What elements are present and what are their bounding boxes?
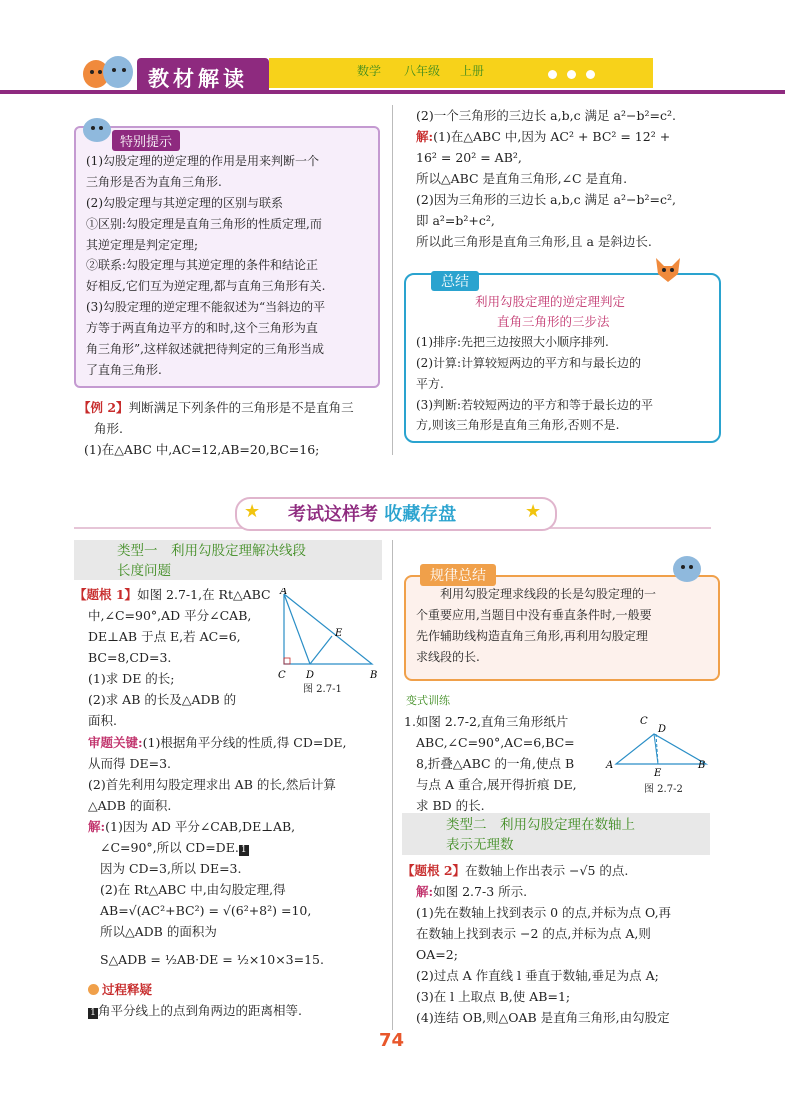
key-text: (1)根据角平分线的性质,得 CD=DE, — [142, 735, 347, 750]
solution-text: 如图 2.7-3 所示. — [433, 884, 528, 899]
q2-label: 【题根 2】 — [402, 863, 466, 878]
svg-text:E: E — [335, 628, 343, 639]
tip-line: (2)勾股定理与其逆定理的区别与联系 — [86, 196, 283, 210]
q1-text: BC=8,CD=3. — [88, 650, 172, 665]
key-text: 从而得 DE=3. — [88, 756, 172, 771]
summary-subtitle: 直角三角形的三步法 — [497, 314, 610, 329]
summary-line: 平方. — [416, 377, 444, 391]
q1-text: 面积. — [88, 713, 117, 728]
note-badge: 1 — [88, 1008, 98, 1019]
solution-text: (2)因为三角形的三边长 a,b,c 满足 a²−b²=c², — [416, 192, 676, 207]
star-icon: ★ — [525, 501, 542, 522]
tip-line: (1)勾股定理的逆定理的作用是用来判断一个 — [86, 154, 319, 168]
tip-line: 方等于两直角边平方的和时,这个三角形为直 — [86, 321, 318, 335]
svg-text:A: A — [606, 760, 614, 771]
header-subject: 数学 — [357, 64, 382, 78]
elephant-icon — [80, 114, 114, 144]
figure-2-7-2 — [604, 712, 714, 776]
example2-text: 判断满足下列条件的三角形是不是直角三 — [128, 400, 354, 415]
summary-title: 总结 — [431, 271, 479, 291]
header-dot — [548, 70, 557, 79]
solution-text: 所以△ABC 是直角三角形,∠C 是直角. — [416, 171, 628, 186]
practice-text: 求 BD 的长. — [416, 798, 485, 813]
solution-text — [100, 838, 249, 857]
q1-text: (2)求 AB 的长及△ADB 的 — [88, 692, 237, 707]
banner-title-part: 考试这样考 — [288, 504, 378, 525]
svg-text:E: E — [654, 768, 662, 776]
mascot-icon — [80, 48, 136, 92]
process-icon — [88, 984, 99, 995]
summary-subtitle: 利用勾股定理的逆定理判定 — [475, 294, 626, 309]
svg-text:C: C — [278, 670, 286, 681]
solution-text: (1)先在数轴上找到表示 0 的点,并标为点 O,再 — [416, 905, 672, 920]
tip-line: 其逆定理是判定定理; — [86, 238, 199, 252]
note-badge: 1 — [239, 845, 249, 856]
star-icon: ★ — [244, 501, 261, 522]
solution-text: AB=√(AC²+BC²) = √(6²+8²) =10, — [100, 903, 312, 918]
solution-text: (3)在 l 上取点 B,使 AB=1; — [416, 989, 571, 1004]
solution-text: 所以△ADB 的面积为 — [100, 924, 217, 939]
practice-text: 1.如图 2.7-2,直角三角形纸片 — [404, 714, 569, 729]
svg-text:C: C — [640, 716, 648, 727]
q2-solution — [416, 882, 527, 901]
q1-heading — [74, 585, 271, 604]
q2-heading — [402, 861, 628, 880]
banner-title-part: 收藏存盘 — [384, 504, 457, 525]
figure-caption: 图 2.7-1 — [303, 684, 342, 695]
header-dot — [586, 70, 595, 79]
summary-line: (1)排序:先把三边按照大小顺序排列. — [416, 335, 609, 349]
elephant-icon — [670, 551, 704, 585]
svg-text:D: D — [658, 724, 667, 735]
solution-label: 解: — [416, 129, 434, 144]
law-title: 规律总结 — [420, 564, 496, 586]
tip-line: (3)勾股定理的逆定理不能叙述为“当斜边的平 — [86, 300, 326, 314]
solution-text: (1)因为 AD 平分∠CAB,DE⊥AB, — [105, 819, 296, 834]
solution-text: 在数轴上找到表示 −2 的点,并标为点 A,则 — [416, 926, 651, 941]
solution-text: 即 a²=b²+c², — [416, 213, 495, 228]
law-line: 利用勾股定理求线段的长是勾股定理的一 — [440, 587, 657, 601]
key-label: 审题关键: — [88, 735, 143, 750]
example2-part2: (2)一个三角形的三边长 a,b,c 满足 a²−b²=c². — [416, 108, 676, 123]
summary-line: (3)判断:若较短两边的平方和等于最长边的平 — [416, 398, 654, 412]
practice-text: 8,折叠△ABC 的一角,使点 B — [416, 756, 575, 771]
practice-label: 变式训练 — [406, 694, 450, 707]
practice-text: ABC,∠C=90°,AC=6,BC= — [416, 735, 575, 750]
tip-line: 三角形是否为直角三角形. — [86, 175, 222, 189]
column-divider — [392, 105, 393, 455]
tip-line: ①区别:勾股定理是直角三角形的性质定理,而 — [86, 217, 322, 231]
header-title: 教材解读 — [148, 67, 248, 91]
example2-heading — [78, 398, 354, 417]
solution-text: (2)过点 A 作直线 l 垂直于数轴,垂足为点 A; — [416, 968, 659, 983]
process-label: 过程释疑 — [102, 982, 153, 997]
type2-title: 类型二 利用勾股定理在数轴上 — [446, 817, 635, 833]
type1-title: 类型一 利用勾股定理解决线段 — [117, 543, 306, 559]
example2-part1: (1)在△ABC 中,AC=12,AB=20,BC=16; — [84, 442, 320, 457]
process-note — [88, 1001, 302, 1020]
type1-title: 长度问题 — [117, 563, 171, 579]
solution-text: 所以此三角形是直角三角形,且 a 是斜边长. — [416, 234, 652, 249]
solution-text: S△ADB = ½AB·DE = ½×10×3=15. — [100, 952, 324, 967]
example2-label: 【例 2】 — [78, 400, 129, 415]
key-text: △ADB 的面积. — [88, 798, 172, 813]
process-note-text: 角平分线上的点到角两边的距离相等. — [98, 1003, 302, 1018]
svg-text:B: B — [370, 670, 378, 681]
q1-key — [88, 733, 346, 752]
solution-text: ∠C=90°,所以 CD=DE. — [100, 840, 239, 855]
solution-text: (1)在△ABC 中,因为 AC² + BC² = 12² + — [433, 129, 671, 144]
solution-text: OA=2; — [416, 947, 458, 962]
figure-2-7-1 — [272, 588, 382, 684]
page-number: 74 — [379, 1030, 405, 1051]
solution-text: (4)连结 OB,则△OAB 是直角三角形,由勾股定 — [416, 1010, 670, 1025]
solution-label: 解: — [416, 884, 434, 899]
solution-text: (2)在 Rt△ABC 中,由勾股定理,得 — [100, 882, 286, 897]
tip-title: 特别提示 — [112, 130, 180, 151]
figure-caption: 图 2.7-2 — [644, 784, 683, 795]
practice-text: 与点 A 重合,展开得折痕 DE, — [416, 777, 577, 792]
q1-text: (1)求 DE 的长; — [88, 671, 175, 686]
svg-text:B: B — [698, 760, 706, 771]
fox-icon — [652, 252, 684, 284]
q1-solution — [88, 817, 295, 836]
q1-text: DE⊥AB 于点 E,若 AC=6, — [88, 629, 241, 644]
header-volume: 上册 — [460, 64, 485, 78]
header-grade: 八年级 — [404, 64, 441, 78]
summary-line: (2)计算:计算较短两边的平方和与最长边的 — [416, 356, 642, 370]
tip-line: 了直角三角形. — [86, 363, 162, 377]
law-line: 求线段的长. — [416, 650, 480, 664]
example2-text-cont: 角形. — [94, 421, 123, 436]
law-line: 个重要应用,当题目中没有垂直条件时,一般要 — [416, 608, 652, 622]
svg-text:D: D — [306, 670, 315, 681]
tip-line: 角三角形”,这样叙述就把待判定的三角形当成 — [86, 342, 324, 356]
summary-line: 方,则该三角形是直角三角形,否则不是. — [416, 418, 620, 432]
law-line: 先作辅助线构造直角三角形,再利用勾股定理 — [416, 629, 648, 643]
solution-label: 解: — [88, 819, 106, 834]
column-divider — [392, 540, 393, 1030]
q2-text: 在数轴上作出表示 −√5 的点. — [465, 863, 629, 878]
q1-text: 如图 2.7-1,在 Rt△ABC — [137, 587, 271, 602]
tip-line: 好相反,它们互为逆定理,都与直角三角形有关. — [86, 279, 326, 293]
svg-text:A: A — [280, 588, 288, 597]
solution-text: 因为 CD=3,所以 DE=3. — [100, 861, 242, 876]
q1-label: 【题根 1】 — [74, 587, 138, 602]
banner-title — [288, 500, 456, 526]
q1-text: 中,∠C=90°,AD 平分∠CAB, — [88, 608, 252, 623]
process-heading — [88, 980, 152, 999]
key-text: (2)首先利用勾股定理求出 AB 的长,然后计算 — [88, 777, 336, 792]
header-dot — [567, 70, 576, 79]
example2-solution-line — [416, 127, 670, 146]
tip-line: ②联系:勾股定理与其逆定理的条件和结论正 — [86, 258, 319, 272]
solution-text: 16² = 20² = AB², — [416, 150, 522, 165]
type2-title: 表示无理数 — [446, 837, 514, 853]
